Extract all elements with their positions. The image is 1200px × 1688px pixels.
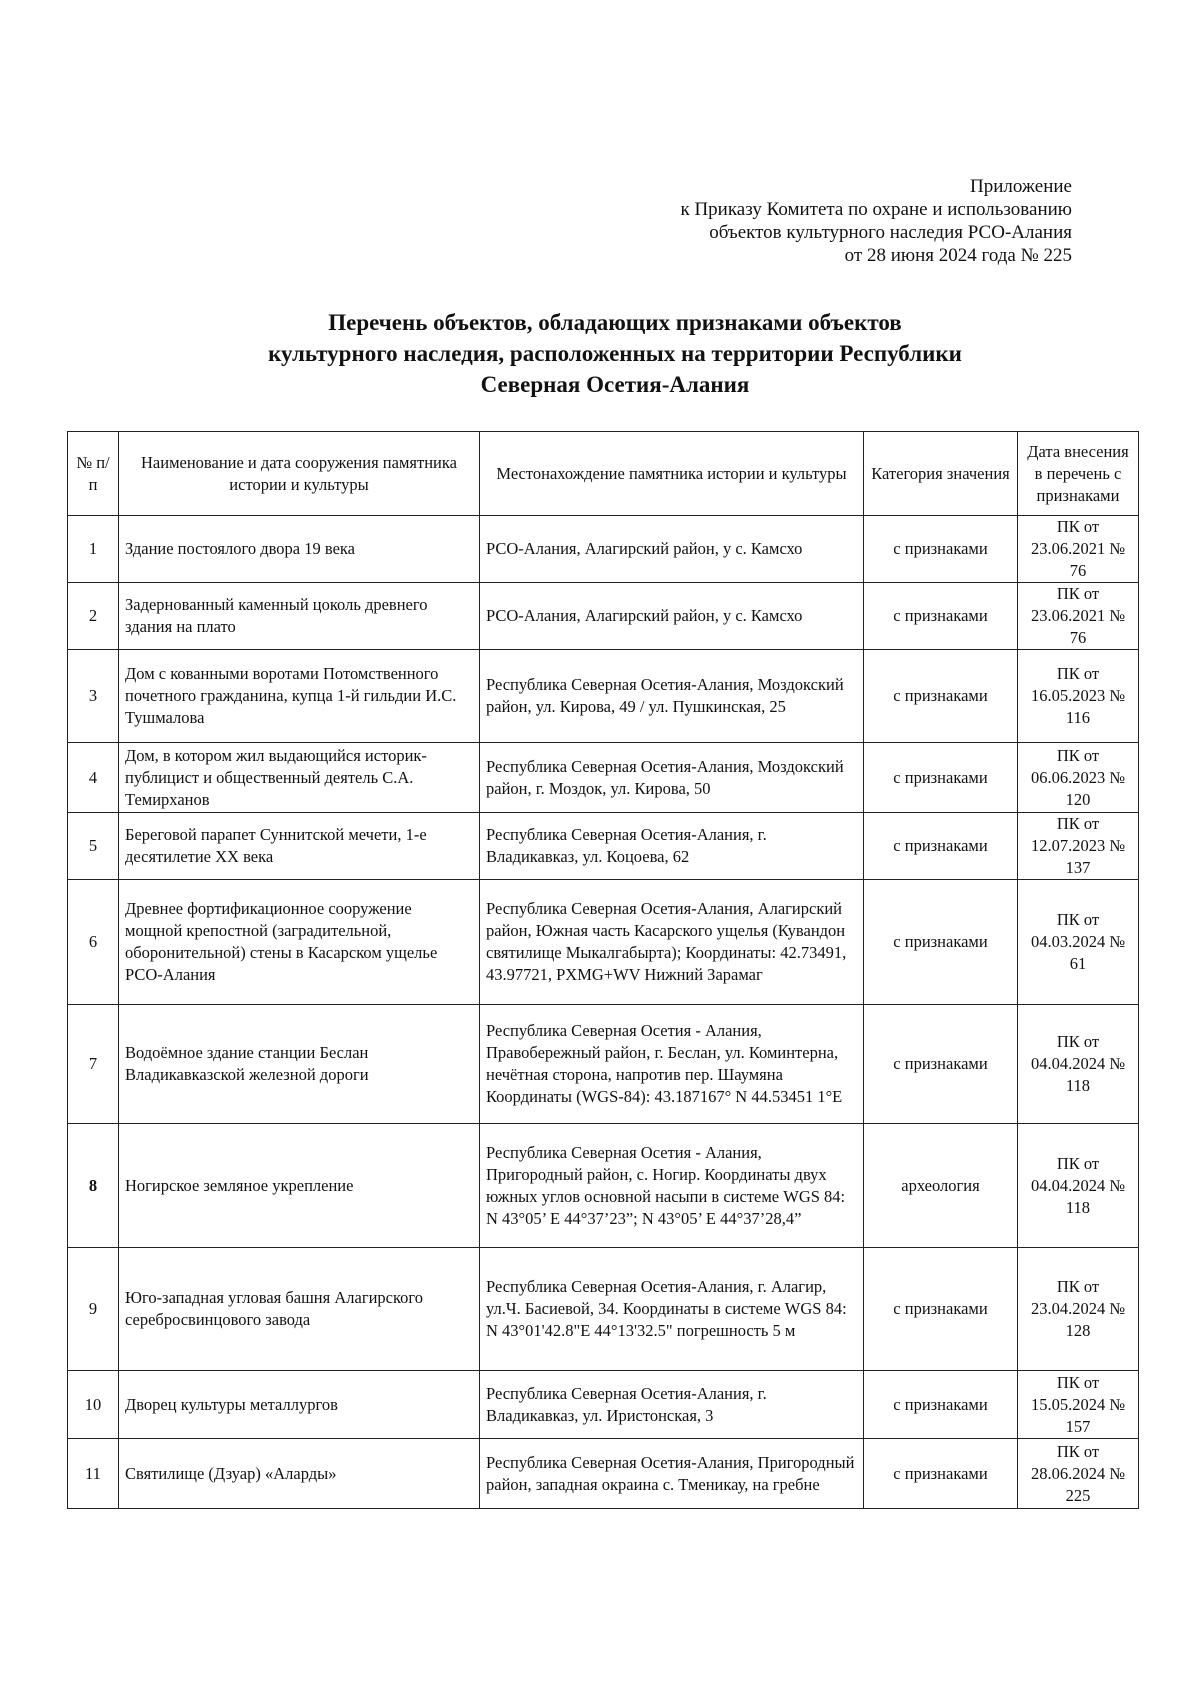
row-num: 11	[68, 1439, 119, 1509]
row-category: с признаками	[864, 1248, 1018, 1371]
row-name: Здание постоялого двора 19 века	[119, 516, 480, 583]
table-row	[68, 1248, 1139, 1371]
title-line: Северная Осетия-Алания	[480, 372, 750, 397]
table-row	[68, 1439, 1139, 1509]
row-num: 5	[68, 813, 119, 880]
row-category: с признаками	[864, 650, 1018, 743]
table-row	[68, 1124, 1139, 1248]
row-category: с признаками	[864, 813, 1018, 880]
row-category: с признаками	[864, 1005, 1018, 1124]
table-row	[68, 813, 1139, 880]
row-location: РСО-Алания, Алагирский район, у с. Камсхо	[480, 516, 864, 583]
row-date: ПК от 04.04.2024 № 118	[1018, 1005, 1139, 1124]
row-date: ПК от 16.05.2023 № 116	[1018, 650, 1139, 743]
row-num: 9	[68, 1248, 119, 1371]
table-header-row	[68, 432, 1139, 516]
row-name: Береговой парапет Суннитской мечети, 1-е десятилетие XX века	[119, 813, 480, 880]
table-row	[68, 1371, 1139, 1439]
row-name: Древнее фортификационное сооружение мощной крепостной (заградительной, оборонительной) стены в Касарском ущелье РСО-Алания	[119, 880, 480, 1005]
row-num: 3	[68, 650, 119, 743]
row-name: Задернованный каменный цоколь древнего здания на плато	[119, 583, 480, 650]
header-date: Дата внесения в перечень с признаками	[1018, 432, 1139, 516]
row-location: Республика Северная Осетия-Алания, Моздокский район, г. Моздок, ул. Кирова, 50	[480, 743, 864, 813]
row-category: с признаками	[864, 743, 1018, 813]
row-location: Республика Северная Осетия-Алания, Алагирский район, Южная часть Касарского ущелья (Кувандон святилище Мыкалгабырта); Координаты: 42.73491, 43.97721, PXMG+WV Нижний Зарамаг	[480, 880, 864, 1005]
appendix-line: от 28 июня 2024 года № 225	[844, 245, 1072, 266]
row-location: Республика Северная Осетия - Алания, Пригородный район, с. Ногир. Координаты двух южных углов основной насыпи в системе WGS 84: N 43°05’ E 44°37’23”; N 43°05’ E 44°37’28,4”	[480, 1124, 864, 1248]
row-date: ПК от 15.05.2024 № 157	[1018, 1371, 1139, 1439]
table-row	[68, 583, 1139, 650]
row-location: Республика Северная Осетия-Алания, Моздокский район, ул. Кирова, 49 / ул. Пушкинская, 25	[480, 650, 864, 743]
row-name: Святилище (Дзуар) «Аларды»	[119, 1439, 480, 1509]
row-date: ПК от 04.04.2024 № 118	[1018, 1124, 1139, 1248]
row-num: 1	[68, 516, 119, 583]
row-date: ПК от 12.07.2023 № 137	[1018, 813, 1139, 880]
title-line: Перечень объектов, обладающих признаками объектов	[328, 310, 902, 335]
header-name: Наименование и дата сооружения памятника истории и культуры	[119, 432, 480, 516]
row-num: 6	[68, 880, 119, 1005]
appendix-header	[680, 175, 1072, 267]
header-category: Категория значения	[864, 432, 1018, 516]
heritage-objects-table	[67, 431, 1139, 1509]
row-num: 10	[68, 1371, 119, 1439]
row-category: археология	[864, 1124, 1018, 1248]
table-row	[68, 516, 1139, 583]
row-name: Дом, в котором жил выдающийся историк-публицист и общественный деятель С.А. Темирханов	[119, 743, 480, 813]
table-row	[68, 650, 1139, 743]
row-category: с признаками	[864, 583, 1018, 650]
row-category: с признаками	[864, 1371, 1018, 1439]
row-num: 4	[68, 743, 119, 813]
row-date: ПК от 23.06.2021 № 76	[1018, 583, 1139, 650]
table-row	[68, 743, 1139, 813]
row-num: 7	[68, 1005, 119, 1124]
row-category: с признаками	[864, 1439, 1018, 1509]
row-num: 8	[68, 1124, 119, 1248]
row-location: Республика Северная Осетия-Алания, Пригородный район, западная окраина с. Тменикау, на гребне	[480, 1439, 864, 1509]
row-name: Водоёмное здание станции Беслан Владикавказской железной дороги	[119, 1005, 480, 1124]
row-category: с признаками	[864, 516, 1018, 583]
row-location: Республика Северная Осетия-Алания, г. Владикавказ, ул. Коцоева, 62	[480, 813, 864, 880]
row-location: Республика Северная Осетия-Алания, г. Алагир, ул.Ч. Басиевой, 34. Координаты в системе WGS 84: N 43°01'42.8"E 44°13'32.5" погрешность 5 м	[480, 1248, 864, 1371]
row-date: ПК от 04.03.2024 № 61	[1018, 880, 1139, 1005]
appendix-line: объектов культурного наследия РСО-Алания	[709, 222, 1072, 243]
header-num: № п/п	[68, 432, 119, 516]
row-date: ПК от 23.06.2021 № 76	[1018, 516, 1139, 583]
table-row	[68, 1005, 1139, 1124]
row-num: 2	[68, 583, 119, 650]
table-row	[68, 880, 1139, 1005]
row-name: Ногирское земляное укрепление	[119, 1124, 480, 1248]
appendix-line: к Приказу Комитета по охране и использованию	[680, 199, 1072, 220]
title-line: культурного наследия, расположенных на территории Республики	[268, 341, 962, 366]
row-name: Дворец культуры металлургов	[119, 1371, 480, 1439]
row-date: ПК от 06.06.2023 № 120	[1018, 743, 1139, 813]
row-name: Юго-западная угловая башня Алагирского серебросвинцового завода	[119, 1248, 480, 1371]
row-location: Республика Северная Осетия-Алания, г. Владикавказ, ул. Иристонская, 3	[480, 1371, 864, 1439]
row-date: ПК от 28.06.2024 № 225	[1018, 1439, 1139, 1509]
appendix-line: Приложение	[970, 176, 1072, 197]
row-location: Республика Северная Осетия - Алания, Правобережный район, г. Беслан, ул. Коминтерна, нечётная сторона, напротив пер. Шаумяна Координаты (WGS-84): 43.187167° N 44.53451 1°E	[480, 1005, 864, 1124]
document-title	[120, 307, 1110, 400]
row-location: РСО-Алания, Алагирский район, у с. Камсхо	[480, 583, 864, 650]
header-location: Местонахождение памятника истории и культуры	[480, 432, 864, 516]
row-date: ПК от 23.04.2024 № 128	[1018, 1248, 1139, 1371]
row-name: Дом с кованными воротами Потомственного почетного гражданина, купца 1-й гильдии И.С. Тушмалова	[119, 650, 480, 743]
row-category: с признаками	[864, 880, 1018, 1005]
